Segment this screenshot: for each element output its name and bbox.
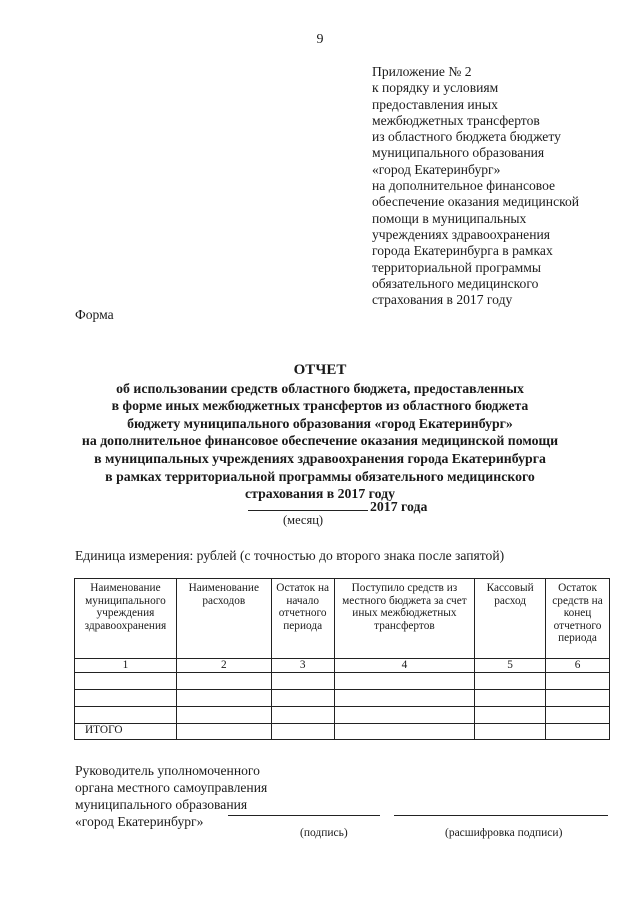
table-cell[interactable] (475, 707, 546, 724)
column-number-row (75, 659, 610, 673)
table-cell[interactable] (546, 707, 610, 724)
table-cell[interactable] (334, 673, 475, 690)
report-subtitle-line: в форме иных межбюджетных трансфертов из областного бюджета (111, 398, 529, 414)
appendix-line: муниципального образования (372, 145, 545, 161)
signer-block (75, 762, 267, 830)
signature-caption: (подпись) (300, 827, 348, 839)
table-cell[interactable] (176, 673, 271, 690)
report-subtitle-line: на дополнительное финансовое обеспечение оказания медицинской помощи (81, 433, 559, 449)
appendix-line: Приложение № 2 (372, 64, 472, 79)
report-subtitle-line: бюджету муниципального образования «город Екатеринбург» (127, 415, 513, 431)
column-header: Остаток на начало отчетного периода (271, 579, 334, 659)
month-blank-line[interactable] (248, 497, 368, 511)
appendix-line: страхования в 2017 году (372, 292, 513, 308)
table-cell[interactable] (546, 724, 610, 740)
table-cell[interactable] (271, 690, 334, 707)
signature-line[interactable] (228, 815, 380, 816)
table-cell[interactable] (334, 724, 475, 740)
signer-line: органа местного самоуправления (75, 780, 268, 795)
table-cell[interactable] (176, 724, 271, 740)
column-header: Поступило средств из местного бюджета за счет иных межбюджетных трансфертов (334, 579, 475, 659)
signer-line: Руководитель уполномоченного (75, 763, 260, 778)
table-cell[interactable] (75, 673, 177, 690)
column-number: 6 (546, 659, 610, 673)
form-label: Форма (75, 307, 114, 322)
signer-line: «город Екатеринбург» (75, 814, 204, 829)
page-number: 9 (316, 32, 324, 47)
table-row (75, 690, 610, 707)
table-cell[interactable] (475, 690, 546, 707)
report-subtitle-line: в рамках территориальной программы обязательного медицинского (105, 468, 535, 484)
period-year: 2017 года (370, 499, 428, 514)
column-header: Наименование муниципального учреждения здравоохранения (75, 579, 177, 659)
report-subtitle-line: страхования в 2017 году (245, 486, 395, 502)
table-cell[interactable] (334, 690, 475, 707)
table-cell[interactable] (176, 707, 271, 724)
appendix-line: обязательного медицинского (372, 275, 539, 291)
appendix-line: предоставления иных (372, 96, 498, 112)
appendix-line: города Екатеринбурга в рамках (372, 243, 553, 259)
appendix-line: обеспечение оказания медицинской (372, 194, 580, 210)
table-cell[interactable] (75, 690, 177, 707)
units-note: Единица измерения: рублей (с точностью до второго знака после запятой) (75, 548, 505, 563)
table-cell[interactable] (271, 707, 334, 724)
table-cell[interactable] (334, 707, 475, 724)
report-title-block (40, 362, 600, 503)
table-cell[interactable] (176, 690, 271, 707)
appendix-line: межбюджетных трансфертов (372, 112, 540, 128)
appendix-line: территориальной программы (372, 259, 541, 275)
appendix-line: помощи в муниципальных (372, 210, 527, 226)
total-label: ИТОГО (75, 724, 177, 740)
column-header: Кассовый расход (475, 579, 546, 659)
column-header: Наименование расходов (176, 579, 271, 659)
table-row (75, 707, 610, 724)
column-number: 5 (475, 659, 546, 673)
appendix-line: «город Екатеринбург» (372, 161, 501, 177)
appendix-line: к порядку и условиям (372, 80, 499, 96)
table-cell[interactable] (475, 673, 546, 690)
column-number: 2 (176, 659, 271, 673)
appendix-line: на дополнительное финансовое (372, 178, 556, 194)
table-header-row (75, 579, 610, 659)
column-number: 4 (334, 659, 475, 673)
table-cell[interactable] (546, 690, 610, 707)
signer-line: муниципального образования (75, 797, 248, 812)
table-cell[interactable] (475, 724, 546, 740)
appendix-line: учреждениях здравоохранения (372, 226, 550, 242)
table-cell[interactable] (271, 724, 334, 740)
signature-decoding-caption: (расшифровка подписи) (445, 827, 563, 839)
report-subtitle-line: в муниципальных учреждениях здравоохранения города Екатеринбурга (94, 450, 546, 466)
report-subtitle-line: об использовании средств областного бюджета, предоставленных (116, 380, 524, 396)
signature-decoding-line[interactable] (394, 815, 608, 816)
column-number: 3 (271, 659, 334, 673)
appendix-block (372, 64, 634, 308)
table-row (75, 673, 610, 690)
report-title: ОТЧЕТ (293, 362, 347, 378)
column-header: Остаток средств на конец отчетного периода (546, 579, 610, 659)
total-row (75, 724, 610, 740)
report-period (248, 497, 427, 515)
table-cell[interactable] (271, 673, 334, 690)
report-table (74, 578, 610, 740)
month-caption: (месяц) (283, 513, 324, 527)
table-cell[interactable] (75, 707, 177, 724)
table-cell[interactable] (546, 673, 610, 690)
appendix-line: из областного бюджета бюджету (372, 129, 561, 145)
column-number: 1 (75, 659, 177, 673)
